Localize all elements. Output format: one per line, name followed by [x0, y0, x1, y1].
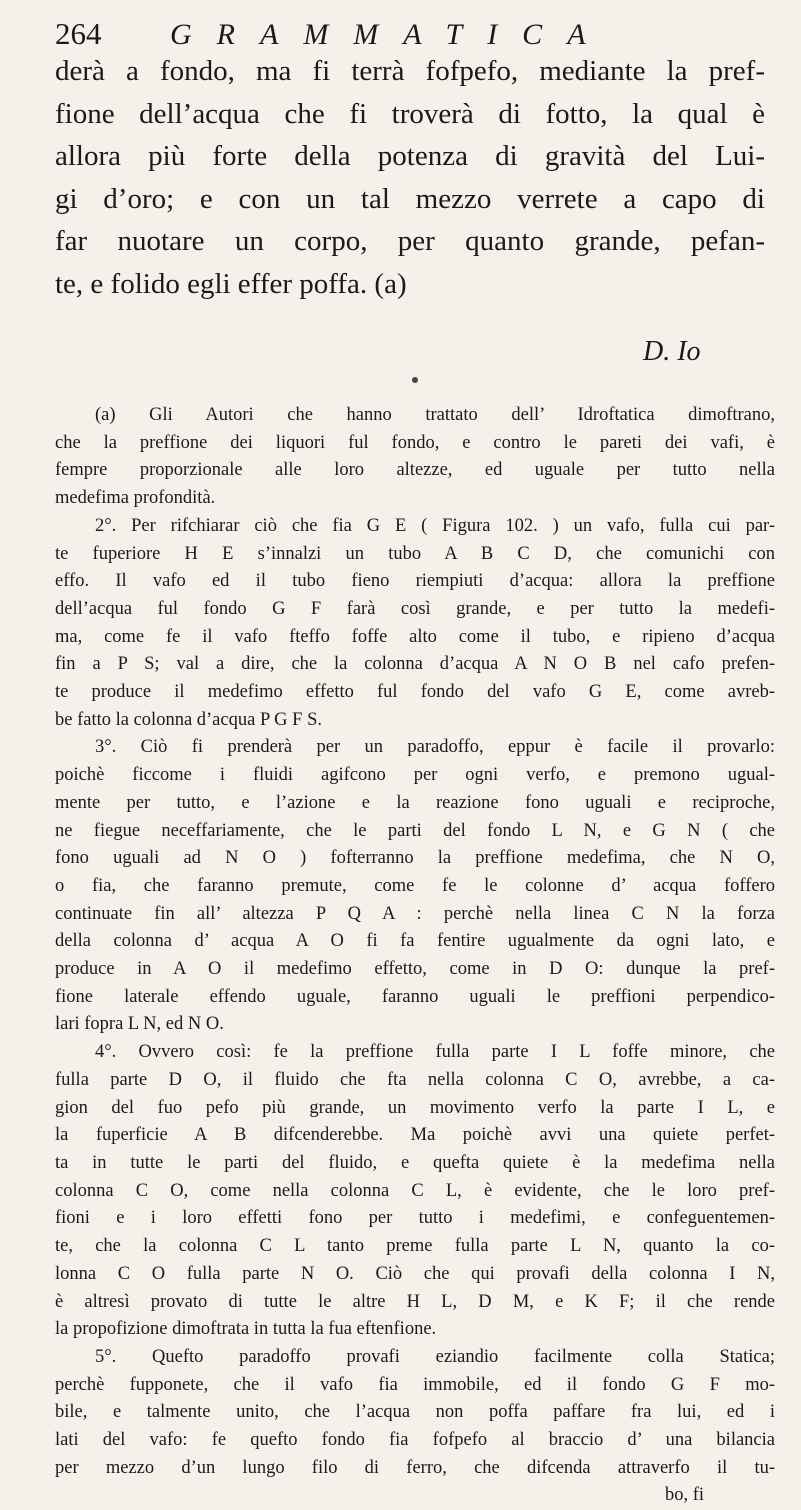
footnote-line: 5°. Quefto paradoffo provafi eziandio facilmente colla Statica; — [95, 1346, 775, 1367]
footnote-line: fempre proporzionale alle loro altezze, ed uguale per tutto nella — [55, 460, 775, 481]
footnote-line: lari fopra L N, ed N O. — [55, 1014, 224, 1035]
page-number: 264 — [55, 16, 102, 51]
footnote-line: gion del fuo pefo più grande, un movimento verfo la parte I L, e — [55, 1097, 775, 1118]
footnote-line: ta in tutte le parti del fluido, e quefta quiete è la medefima nella — [55, 1152, 775, 1173]
footnote-line: fione laterale effendo uguale, faranno uguali le preffioni perpendico- — [55, 986, 775, 1007]
footnote-line: 3°. Ciò fi prenderà per un paradoffo, eppur è facile il provarlo: — [95, 737, 775, 758]
footnote-line: fulla parte D O, il fluido che fta nella colonna C O, avrebbe, a ca- — [55, 1069, 775, 1090]
running-title: GRAMMATICA — [170, 18, 611, 51]
footnote-line: lonna C O fulla parte N O. Ciò che qui provafi della colonna I N, — [55, 1263, 775, 1284]
footnote-line: mente per tutto, e l’azione e la reazione fono uguali e reciproche, — [55, 792, 775, 813]
main-line: derà a fondo, ma fi terrà fofpefo, mediante la pref- — [55, 55, 765, 87]
footnote-line: te fuperiore H E s’innalzi un tubo A B C D, che comunichi con — [55, 543, 775, 564]
footnote-line: te produce il medefimo effetto ful fondo del vafo G E, come avreb- — [55, 682, 775, 703]
ornament-dot — [412, 377, 418, 383]
footnote-line: perchè fupponete, che il vafo fia immobile, ed il fondo G F mo- — [55, 1374, 775, 1395]
main-line: far nuotare un corpo, per quanto grande, pefan- — [55, 225, 765, 257]
footnote-line: che la preffione dei liquori ful fondo, e contro le pareti dei vafi, è — [55, 432, 775, 453]
footnote-line: fono uguali ad N O ) fofterranno la preffione medefima, che N O, — [55, 848, 775, 869]
footnote-line: è altresì provato di tutte le altre H L, D M, e K F; il che rende — [55, 1291, 775, 1312]
footnote-line: continuate fin all’ altezza P Q A : perchè nella linea C N la forza — [55, 903, 775, 924]
footnote-line: (a) Gli Autori che hanno trattato dell’ Idroftatica dimoftrano, — [95, 405, 775, 425]
footnote-line: della colonna d’ acqua A O fi fa fentire ugualmente da ogni lato, e — [55, 931, 775, 952]
main-text — [55, 50, 765, 305]
main-line: te, e folido egli effer poffa. (a) — [55, 267, 407, 300]
main-line: gi d’oro; e con un tal mezzo verrete a capo di — [55, 182, 765, 215]
footnote-line: lati del vafo: fe quefto fondo fia fofpefo al braccio d’ una bilancia — [55, 1430, 775, 1451]
footnote-line: 4°. Ovvero così: fe la preffione fulla parte I L foffe minore, che — [95, 1042, 775, 1063]
footnote-line: fin a P S; val a dire, che la colonna d’acqua A N O B nel cafo prefen- — [55, 654, 775, 675]
footnote-line: colonna C O, come nella colonna C L, è evidente, che le loro pref- — [55, 1180, 775, 1201]
footnote-line: bo, fi — [665, 1485, 705, 1506]
footnote-line: dell’acqua ful fondo G F farà così grande, e per tutto la medefi- — [55, 598, 775, 619]
footnote-line: la fuperficie A B difcenderebbe. Ma poichè avvi una quiete perfet- — [55, 1125, 775, 1146]
footnote-line: fioni e i loro effetti fono per tutto i medefimi, e confeguentemen- — [55, 1208, 775, 1229]
footnote-line: ne fiegue neceffariamente, che le parti del fondo L N, e G N ( che — [55, 820, 775, 841]
footnote-line: bile, e talmente unito, che l’acqua non poffa paffare fra lui, ed i — [55, 1402, 775, 1423]
footnote — [55, 402, 775, 1510]
main-line: fione dell’acqua che fi troverà di fotto, la qual è — [55, 97, 765, 130]
footnote-line: produce in A O il medefimo effetto, come in D O: dunque la pref- — [55, 959, 775, 980]
catchword: D. Io — [643, 336, 701, 367]
footnote-line: o fia, che faranno premute, come fe le colonne d’ acqua foffero — [55, 875, 775, 896]
footnote-line: 2°. Per rifchiarar ciò che fia G E ( Figura 102. ) un vafo, fulla cui par- — [95, 515, 775, 536]
footnote-line: poichè ficcome i fluidi agifcono per ogni verfo, e premono ugual- — [55, 765, 775, 786]
footnote-line: per mezzo d’un lungo filo di ferro, che difcenda attraverfo il tu- — [55, 1457, 775, 1478]
footnote-line: la propofizione dimoftrata in tutta la fua eftenfione. — [55, 1319, 437, 1340]
footnote-line: be fatto la colonna d’acqua P G F S. — [55, 709, 322, 730]
footnote-line: effo. Il vafo ed il tubo fieno riempiuti d’acqua: allora la preffione — [55, 571, 775, 592]
footnote-line: ma, come fe il vafo fteffo foffe alto come il tubo, e ripieno d’acqua — [55, 626, 775, 647]
footnote-line: medefima profondità. — [55, 488, 216, 509]
main-line: allora più forte della potenza di gravità del Lui- — [55, 140, 765, 172]
footnote-line: te, che la colonna C L tanto preme fulla parte L N, quanto la co- — [55, 1236, 775, 1257]
